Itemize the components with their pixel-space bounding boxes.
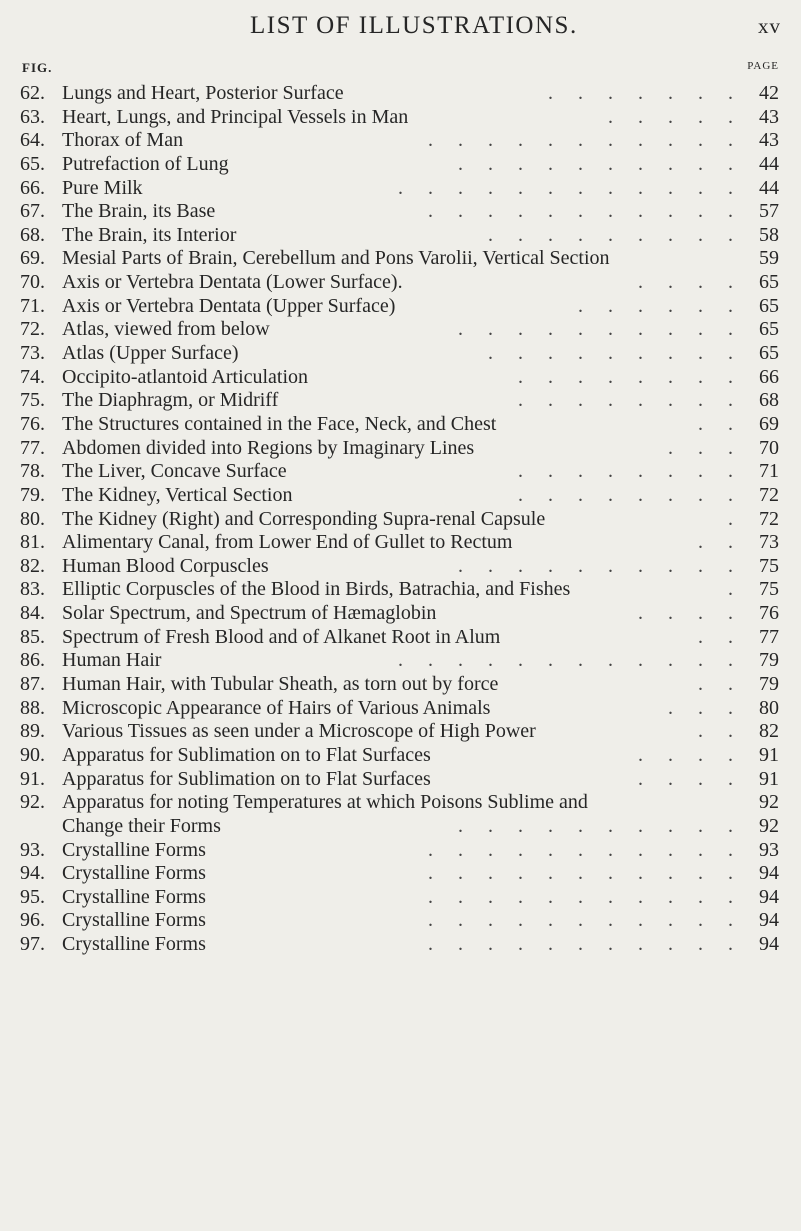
dot-leader: . . . . . . . . . . . <box>428 838 743 861</box>
entry-page-number: 70 <box>759 436 779 459</box>
figure-number: 64. <box>20 129 45 152</box>
entry-page-number: 43 <box>759 129 779 152</box>
entry-page-number: 79 <box>759 673 779 696</box>
figure-number: 72. <box>20 318 45 341</box>
entry-page-number: 71 <box>759 460 779 483</box>
list-item <box>0 933 801 957</box>
figure-number: 82. <box>20 554 45 577</box>
dot-leader: . . <box>698 412 743 435</box>
list-item <box>0 720 801 744</box>
entry-title: Solar Spectrum, and Spectrum of Hæmaglobin <box>62 602 437 625</box>
entry-page-number: 65 <box>759 318 779 341</box>
figure-number: 76. <box>20 412 45 435</box>
entry-page-number: 43 <box>759 105 779 128</box>
entry-page-number: 76 <box>759 602 779 625</box>
entry-page-number: 66 <box>759 365 779 388</box>
list-item <box>0 673 801 697</box>
list-item <box>0 295 801 319</box>
list-item <box>0 82 801 106</box>
dot-leader: . . . . . . . . . . <box>458 554 743 577</box>
entry-page-number: 58 <box>759 223 779 246</box>
dot-leader: . . . . . . . . . . <box>458 814 743 837</box>
illustrations-list <box>0 82 801 957</box>
entry-page-number: 44 <box>759 152 779 175</box>
entry-page-number: 75 <box>759 578 779 601</box>
list-item <box>0 437 801 461</box>
dot-leader: . . . <box>668 436 743 459</box>
entry-page-number: 65 <box>759 271 779 294</box>
entry-page-number: 73 <box>759 531 779 554</box>
dot-leader: . . . <box>668 696 743 719</box>
figure-number: 62. <box>20 82 45 104</box>
entry-page-number: 94 <box>759 862 779 885</box>
dot-leader: . . <box>698 625 743 648</box>
figure-number: 86. <box>20 649 45 672</box>
entry-title: Human Hair <box>62 649 162 672</box>
list-item <box>0 153 801 177</box>
figure-number: 81. <box>20 531 45 554</box>
dot-leader: . . . . <box>638 767 743 790</box>
figure-number: 74. <box>20 365 45 388</box>
list-item <box>0 413 801 437</box>
dot-leader: . . . . <box>638 743 743 766</box>
entry-title: Putrefaction of Lung <box>62 152 229 175</box>
list-item <box>0 555 801 579</box>
entry-title: Apparatus for Sublimation on to Flat Surfaces <box>62 743 431 766</box>
dot-leader: . <box>728 578 743 601</box>
entry-title: Thorax of Man <box>62 129 184 152</box>
figure-number: 87. <box>20 673 45 696</box>
entry-title: Pure Milk <box>62 176 143 199</box>
entry-title: Apparatus for Sublimation on to Flat Surfaces <box>62 767 431 790</box>
entry-title: Atlas (Upper Surface) <box>62 342 239 365</box>
fig-column-label: FIG. <box>22 60 53 75</box>
dot-leader: . . . . . . . . . . . . <box>398 176 743 199</box>
list-item <box>0 862 801 886</box>
list-item <box>0 602 801 626</box>
dot-leader: . . <box>698 720 743 743</box>
figure-number: 79. <box>20 483 45 506</box>
figure-number: 90. <box>20 743 45 766</box>
entry-page-number: 44 <box>759 176 779 199</box>
entry-title: Crystalline Forms <box>62 933 206 956</box>
entry-title: Crystalline Forms <box>62 862 206 885</box>
list-item <box>0 649 801 673</box>
entry-page-number: 93 <box>759 838 779 861</box>
list-item <box>0 697 801 721</box>
list-item <box>0 318 801 342</box>
list-item <box>0 768 801 792</box>
dot-leader: . . . . <box>638 271 743 294</box>
list-item <box>0 200 801 224</box>
figure-number: 91. <box>20 767 45 790</box>
entry-page-number: 94 <box>759 885 779 908</box>
dot-leader: . . . . . . . . <box>518 483 743 506</box>
list-item <box>0 531 801 555</box>
entry-title: Lungs and Heart, Posterior Surface <box>62 82 344 104</box>
list-item <box>0 578 801 602</box>
entry-title: The Kidney, Vertical Section <box>62 483 293 506</box>
page-number: xv <box>758 14 781 38</box>
dot-leader: . . . . . . <box>578 294 743 317</box>
entry-title: Axis or Vertebra Dentata (Upper Surface) <box>62 294 396 317</box>
dot-leader: . . . . . . . . <box>518 365 743 388</box>
entry-page-number: 91 <box>759 743 779 766</box>
entry-page-number: 94 <box>759 933 779 956</box>
entry-title: Microscopic Appearance of Hairs of Various Animals <box>62 696 491 719</box>
entry-page-number: 69 <box>759 412 779 435</box>
list-item <box>0 791 801 815</box>
figure-number: 95. <box>20 885 45 908</box>
list-item <box>0 460 801 484</box>
figure-number: 96. <box>20 909 45 932</box>
entry-page-number: 92 <box>759 791 779 814</box>
entry-title: The Brain, its Interior <box>62 223 237 246</box>
dot-leader: . . . . . . . . <box>518 460 743 483</box>
list-item <box>0 342 801 366</box>
entry-page-number: 65 <box>759 294 779 317</box>
running-head <box>0 12 801 42</box>
dot-leader: . . . . . . . . . . . <box>428 885 743 908</box>
figure-number: 69. <box>20 247 45 270</box>
entry-page-number: 59 <box>759 247 779 270</box>
list-item <box>0 815 801 839</box>
entry-page-number: 42 <box>759 82 779 104</box>
entry-title: The Structures contained in the Face, Neck, and Chest <box>62 412 497 435</box>
list-item <box>0 177 801 201</box>
list-item <box>0 839 801 863</box>
list-item <box>0 886 801 910</box>
list-item <box>0 366 801 390</box>
figure-number: 93. <box>20 838 45 861</box>
figure-number: 80. <box>20 507 45 530</box>
entry-title: Alimentary Canal, from Lower End of Gullet to Rectum <box>62 531 513 554</box>
entry-page-number: 72 <box>759 507 779 530</box>
entry-title: Abdomen divided into Regions by Imaginary Lines <box>62 436 475 459</box>
figure-number: 67. <box>20 200 45 223</box>
entry-page-number: 75 <box>759 554 779 577</box>
entry-page-number: 92 <box>759 814 779 837</box>
figure-number: 65. <box>20 152 45 175</box>
entry-title: Heart, Lungs, and Principal Vessels in Man <box>62 105 409 128</box>
dot-leader: . . . . . . . . . . . . <box>398 649 743 672</box>
entry-title: Human Blood Corpuscles <box>62 554 269 577</box>
figure-number: 71. <box>20 294 45 317</box>
dot-leader: . . . . . . . . <box>518 389 743 412</box>
entry-title: Change their Forms <box>62 814 221 837</box>
dot-leader: . . . . . <box>608 105 743 128</box>
entry-title: Spectrum of Fresh Blood and of Alkanet Root in Alum <box>62 625 501 648</box>
figure-number: 94. <box>20 862 45 885</box>
page-column-label: PAGE <box>747 60 779 72</box>
entry-title: Various Tissues as seen under a Microscope of High Power <box>62 720 536 743</box>
entry-title: Crystalline Forms <box>62 885 206 908</box>
entry-title: Axis or Vertebra Dentata (Lower Surface). <box>62 271 403 294</box>
dot-leader: . . . . . . . . . . . <box>428 129 743 152</box>
column-labels <box>0 60 801 80</box>
list-item <box>0 271 801 295</box>
figure-number: 73. <box>20 342 45 365</box>
dot-leader: . . <box>698 673 743 696</box>
list-item <box>0 247 801 271</box>
entry-title: The Liver, Concave Surface <box>62 460 287 483</box>
entry-title: Crystalline Forms <box>62 838 206 861</box>
figure-number: 83. <box>20 578 45 601</box>
dot-leader: . . . . . . . . . . . <box>428 200 743 223</box>
figure-number: 78. <box>20 460 45 483</box>
list-item <box>0 484 801 508</box>
entry-page-number: 57 <box>759 200 779 223</box>
figure-number: 88. <box>20 696 45 719</box>
dot-leader: . . . . . . . . . . <box>458 318 743 341</box>
entry-title: Occipito-atlantoid Articulation <box>62 365 309 388</box>
dot-leader: . . . . . . . . . . . <box>428 909 743 932</box>
entry-page-number: 68 <box>759 389 779 412</box>
list-item <box>0 224 801 248</box>
entry-title: The Brain, its Base <box>62 200 216 223</box>
entry-page-number: 79 <box>759 649 779 672</box>
list-item <box>0 389 801 413</box>
entry-title: The Kidney (Right) and Corresponding Supra-renal Capsule <box>62 507 546 530</box>
list-item <box>0 106 801 130</box>
dot-leader: . <box>728 507 743 530</box>
page-title: LIST OF ILLUSTRATIONS. <box>250 12 578 39</box>
dot-leader: . . . . . . . . . <box>488 223 743 246</box>
list-item <box>0 744 801 768</box>
entry-title: Apparatus for noting Temperatures at which Poisons Sublime and <box>62 791 588 814</box>
entry-page-number: 82 <box>759 720 779 743</box>
dot-leader: . . . . . . . . . . . <box>428 862 743 885</box>
figure-number: 85. <box>20 625 45 648</box>
figure-number: 77. <box>20 436 45 459</box>
list-item <box>0 909 801 933</box>
dot-leader: . . . . . . . <box>548 82 743 104</box>
list-item <box>0 626 801 650</box>
figure-number: 89. <box>20 720 45 743</box>
figure-number: 66. <box>20 176 45 199</box>
figure-number: 84. <box>20 602 45 625</box>
figure-number: 68. <box>20 223 45 246</box>
dot-leader: . . . . . . . . . . . <box>428 933 743 956</box>
figure-number: 70. <box>20 271 45 294</box>
list-item <box>0 129 801 153</box>
entry-title: Atlas, viewed from below <box>62 318 270 341</box>
figure-number: 97. <box>20 933 45 956</box>
entry-page-number: 91 <box>759 767 779 790</box>
figure-number: 63. <box>20 105 45 128</box>
entry-title: Human Hair, with Tubular Sheath, as torn out by force <box>62 673 499 696</box>
figure-number: 92. <box>20 791 45 814</box>
entry-title: Elliptic Corpuscles of the Blood in Birds, Batrachia, and Fishes <box>62 578 571 601</box>
dot-leader: . . . . . . . . . <box>488 342 743 365</box>
entry-title: The Diaphragm, or Midriff <box>62 389 279 412</box>
entry-page-number: 72 <box>759 483 779 506</box>
list-item <box>0 508 801 532</box>
entry-page-number: 77 <box>759 625 779 648</box>
dot-leader: . . <box>698 531 743 554</box>
entry-title: Mesial Parts of Brain, Cerebellum and Pons Varolii, Vertical Section <box>62 247 610 270</box>
entry-page-number: 94 <box>759 909 779 932</box>
dot-leader: . . . . <box>638 602 743 625</box>
figure-number: 75. <box>20 389 45 412</box>
entry-title: Crystalline Forms <box>62 909 206 932</box>
entry-page-number: 80 <box>759 696 779 719</box>
entry-page-number: 65 <box>759 342 779 365</box>
dot-leader: . . . . . . . . . . <box>458 152 743 175</box>
